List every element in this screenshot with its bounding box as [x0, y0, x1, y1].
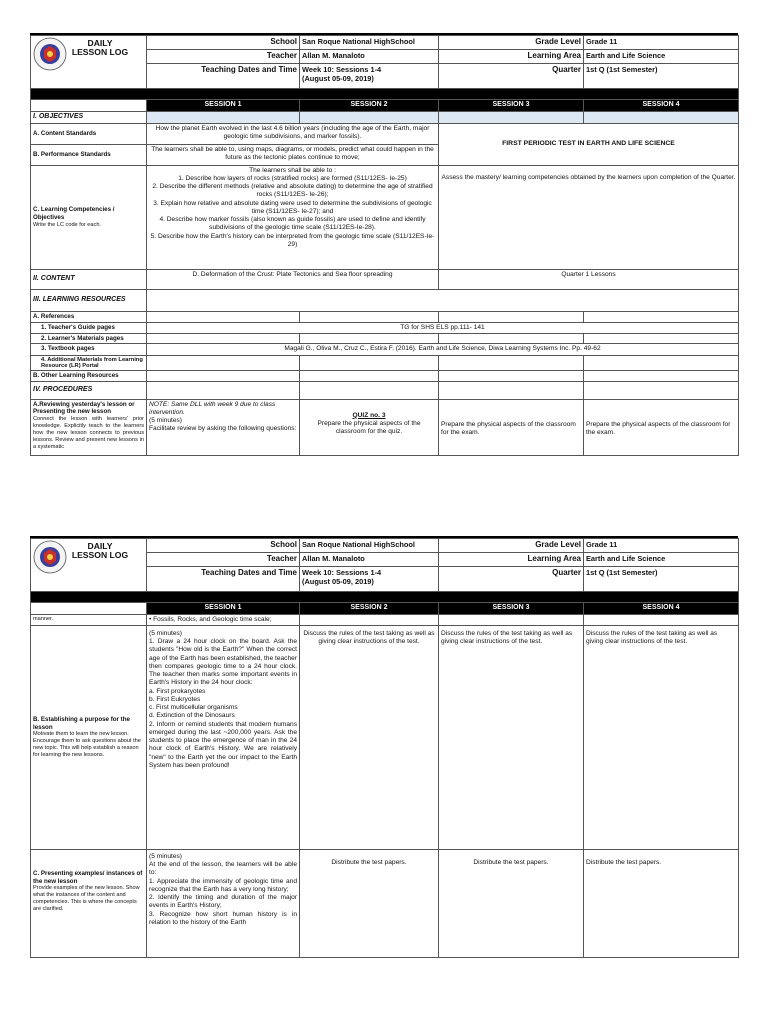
dates-label: Teaching Dates and Time: [147, 64, 300, 89]
distribute-session-2: Distribute the test papers.: [300, 849, 439, 957]
review-desc: Connect the lesson with learners' prior knowledge. Explicitly teach to the learners how the new lesson connects to previous lessons. Review and present new lessons in a systematic: [33, 416, 144, 451]
blank-cell: [439, 370, 584, 381]
school-label: School: [147, 539, 300, 553]
blue-cell: [584, 111, 739, 123]
fossils-text: • Fossils, Rocks, and Geologic time scale;: [147, 614, 300, 625]
grade-value: Grade 11: [584, 539, 739, 553]
lm-label: 2. Learner's Materials pages: [31, 333, 147, 344]
school-value: San Roque National HighSchool: [300, 539, 439, 553]
school-label: School: [147, 36, 300, 50]
blank-cell: [147, 333, 300, 344]
grade-label: Grade Level: [439, 36, 584, 50]
exam-session-3: Prepare the physical aspects of the classroom for the exam.: [439, 399, 584, 455]
manner-text: manner.: [31, 614, 147, 625]
blank-cell: [584, 355, 739, 370]
grade-value: Grade 11: [584, 36, 739, 50]
quarter-lessons: Quarter 1 Lessons: [439, 269, 739, 289]
present-item-1: 1. Appreciate the immensity of geologic time and recognize that the Earth has a very long history;: [149, 877, 297, 893]
deped-seal-icon: [33, 540, 67, 574]
lc-item-5: 5. Describe how the Earth's history can be interpreted from the geologic time scale (S11/12ES-Ie-29): [150, 232, 435, 248]
present-item-3: 3. Recognize how short human history is in relation to the history of the Earth: [149, 910, 297, 926]
blank-cell: [300, 355, 439, 370]
content-standards: How the planet Earth evolved in the last 4.6 billion years (including the age of the Earth, major geologic time subdivisions, and marker fossils).: [147, 123, 439, 144]
blank-cell: [584, 381, 739, 399]
area-label: Learning Area: [439, 50, 584, 64]
review-note: NOTE: Same DLL with week 9 due to class intervention.: [149, 400, 276, 416]
blank-cell: [147, 311, 300, 322]
procedures-heading: IV. PROCEDURES: [31, 381, 147, 399]
blank-cell: [300, 333, 439, 344]
dll-table-page-2: [30, 538, 739, 958]
references-label: A. References: [31, 311, 147, 322]
textbook-label: 3. Textbook pages: [31, 344, 147, 355]
blank-cell: [439, 355, 584, 370]
blue-cell: [147, 111, 300, 123]
present-label-cell: [31, 849, 147, 957]
session-4-header: SESSION 4: [584, 603, 739, 615]
session-1-header: SESSION 1: [147, 100, 300, 112]
present-minutes: (5 minutes): [149, 852, 182, 860]
lr-portal-label: 4. Additional Materials from Learning Resource (LR) Portal: [31, 355, 147, 370]
log-title: DAILY LESSON LOG: [71, 541, 129, 561]
other-resources-label: B. Other Learning Resources: [31, 370, 147, 381]
lesson-log-page-1: [30, 33, 738, 456]
deped-header: [31, 539, 147, 592]
lesson-log-page-2: [30, 536, 738, 958]
review-session-1: [147, 399, 300, 455]
log-title: DAILY LESSON LOG: [71, 38, 129, 58]
competencies-label: C. Learning Competencies / Objectives: [33, 206, 115, 221]
textbook-value: Magali G., Oliva M., Cruz C., Estira F. (2016). Earth and Life Science, Diwa Learning Systems Inc. Pp. 49-62: [147, 344, 739, 355]
blank-cell: [584, 311, 739, 322]
purpose-item-a: a. First prokaryotes: [149, 687, 206, 695]
rules-session-4: Discuss the rules of the test taking as well as giving clear instructions of the test.: [584, 625, 739, 849]
tg-value: TG for SHS ELS pp.111- 141: [147, 322, 739, 333]
blank-cell: [147, 370, 300, 381]
session-blank: [31, 100, 147, 112]
competencies-label-cell: [31, 165, 147, 269]
blank-cell: [439, 333, 584, 344]
dll-table-page-1: [30, 35, 739, 456]
purpose-minutes: (5 minutes): [149, 629, 182, 637]
quiz-cell: [300, 399, 439, 455]
content-heading: II. CONTENT: [31, 269, 147, 289]
deped-seal-icon: [33, 37, 67, 71]
quarter-label: Quarter: [439, 64, 584, 89]
first-periodic-test: FIRST PERIODIC TEST IN EARTH AND LIFE SCIENCE: [439, 123, 739, 165]
school-value: San Roque National HighSchool: [300, 36, 439, 50]
quarter-label: Quarter: [439, 567, 584, 592]
black-bar: [31, 89, 739, 100]
session-2-header: SESSION 2: [300, 603, 439, 615]
teacher-value: Allan M. Manaloto: [300, 50, 439, 64]
lc-item-4: 4. Describe how marker fossils (also known as guide fossils) are used to define and identify subdivisions of the geologic time scale (S11/12ES-Ie-28).: [159, 216, 426, 232]
blank-cell: [439, 311, 584, 322]
review-label-cell: [31, 399, 147, 455]
blank-cell: [584, 370, 739, 381]
deped-header: [31, 36, 147, 89]
blue-cell: [300, 111, 439, 123]
session-3-header: SESSION 3: [439, 100, 584, 112]
teacher-label: Teacher: [147, 553, 300, 567]
present-desc: Provide examples of the new lesson. Show what the instances of the content and competencies. This is where the concepts are clarified.: [33, 885, 140, 913]
session-4-header: SESSION 4: [584, 100, 739, 112]
dates-line-1: Week 10: Sessions 1-4: [302, 65, 382, 74]
teacher-value: Allan M. Manaloto: [300, 553, 439, 567]
distribute-session-3: Distribute the test papers.: [439, 849, 584, 957]
assess-text: Assess the mastery/ learning competencies obtained by the learners upon completion of the Quarter.: [439, 165, 739, 269]
grade-label: Grade Level: [439, 539, 584, 553]
blank-cell: [300, 381, 439, 399]
purpose-label: B. Establishing a purpose for the lesson: [33, 715, 130, 731]
area-value: Earth and Life Science: [584, 50, 739, 64]
session-3-header: SESSION 3: [439, 603, 584, 615]
purpose-item-1: 1. Draw a 24 hour clock on the board. Ask the students "How old is the Earth?" When the correct age of the Earth has been established, the teacher then compares geologic time to a 24 hour clock. The teacher then marks some important events in Earth's History in the 24 hour clock:: [149, 638, 297, 687]
resources-heading: III. LEARNING RESOURCES: [31, 289, 147, 311]
purpose-item-2: 2. Inform or remind students that modern humans emerged during the last ~200,000 years. Ask the students to place the emergence of man in the 24 hour clock of Earth's History. We are relatively "new" to the Earth yet the our impact to the Earth System has been profound!: [149, 720, 297, 769]
tg-label: 1. Teacher's Guide pages: [31, 322, 147, 333]
lc-item-2: 2. Describe the different methods (relative and absolute dating) to determine the age of stratified rocks (S11/12ES- Ie-26);: [152, 183, 433, 199]
blank-cell: [584, 614, 739, 625]
quarter-value: 1st Q (1st Semester): [584, 64, 739, 89]
exam-session-4: Prepare the physical aspects of the classroom for the exam.: [584, 399, 739, 455]
dates-line-2: (August 05-09, 2019): [302, 577, 374, 587]
rules-session-2: Discuss the rules of the test taking as well as giving clear instructions of the test.: [300, 625, 439, 849]
session-1-header: SESSION 1: [147, 603, 300, 615]
session-blank: [31, 603, 147, 615]
purpose-session-1: [147, 625, 300, 849]
purpose-desc: Motivate them to learn the new lesson. Encourage them to ask questions about the new topic. This will help establish a reason for learning the new lessons.: [33, 731, 141, 759]
performance-standards-label: B. Performance Standards: [31, 144, 147, 165]
dates-value: [300, 567, 439, 592]
blank-cell: [147, 381, 300, 399]
quarter-value: 1st Q (1st Semester): [584, 567, 739, 592]
content-standards-label: A. Content Standards: [31, 123, 147, 144]
content-value: D. Deformation of the Crust: Plate Tectonics and Sea floor spreading: [147, 269, 439, 289]
present-session-1: [147, 849, 300, 957]
quiz-text: Prepare the physical aspects of the classroom for the quiz.: [317, 419, 421, 436]
lc-item-3: 3. Explain how relative and absolute dating were used to determine the subdivisions of geologic time (S11/12ES- Ie-27); and: [153, 199, 432, 215]
session-2-header: SESSION 2: [300, 100, 439, 112]
purpose-item-c: c. First multicellular organisms: [149, 704, 238, 712]
blue-cell: [439, 111, 584, 123]
purpose-label-cell: [31, 625, 147, 849]
quiz-title: QUIZ no. 3: [352, 411, 386, 419]
blank-cell: [300, 370, 439, 381]
dates-line-2: (August 05-09, 2019): [302, 74, 374, 84]
purpose-item-d: d. Extinction of the Dinosaurs: [149, 712, 235, 720]
area-value: Earth and Life Science: [584, 553, 739, 567]
distribute-session-4: Distribute the test papers.: [584, 849, 739, 957]
dates-label: Teaching Dates and Time: [147, 567, 300, 592]
review-minutes: (5 minutes): [149, 417, 182, 425]
review-label: A.Reviewing yesterday's lesson or Presenting the new lesson: [33, 400, 135, 416]
review-text: Facilitate review by asking the following questions:: [149, 425, 297, 433]
performance-standards: The learners shall be able to, using maps, diagrams, or models, predict what could happen in the future as the tectonic plates continue to move;: [147, 144, 439, 165]
lc-intro: The learners shall be able to :: [249, 166, 336, 174]
dates-value: [300, 64, 439, 89]
blank-cell: [439, 381, 584, 399]
blank-cell: [300, 311, 439, 322]
lc-item-1: 1. Describe how layers of rocks (stratified rocks) are formed (S11/12ES- Ie-25): [178, 174, 407, 182]
blank-cell: [584, 333, 739, 344]
present-item-2: 2. Identify the timing and duration of the major events in Earth's History;: [149, 894, 297, 910]
black-bar: [31, 592, 739, 603]
blank-cell: [300, 614, 439, 625]
competencies-list: [147, 165, 439, 269]
objectives-heading: I. OBJECTIVES: [31, 111, 147, 123]
rules-session-3: Discuss the rules of the test taking as well as giving clear instructions of the test.: [439, 625, 584, 849]
dates-line-1: Week 10: Sessions 1-4: [302, 568, 382, 577]
teacher-label: Teacher: [147, 50, 300, 64]
present-intro: At the end of the lesson, the learners will be able to:: [149, 861, 297, 877]
present-label: C. Presenting examples/ instances of the new lesson: [33, 869, 143, 885]
resources-blank: [147, 289, 739, 311]
competencies-sub: Write the LC code for each.: [33, 221, 101, 228]
blank-cell: [439, 614, 584, 625]
area-label: Learning Area: [439, 553, 584, 567]
blank-cell: [147, 355, 300, 370]
purpose-item-b: b. First Eukryotes: [149, 695, 201, 703]
